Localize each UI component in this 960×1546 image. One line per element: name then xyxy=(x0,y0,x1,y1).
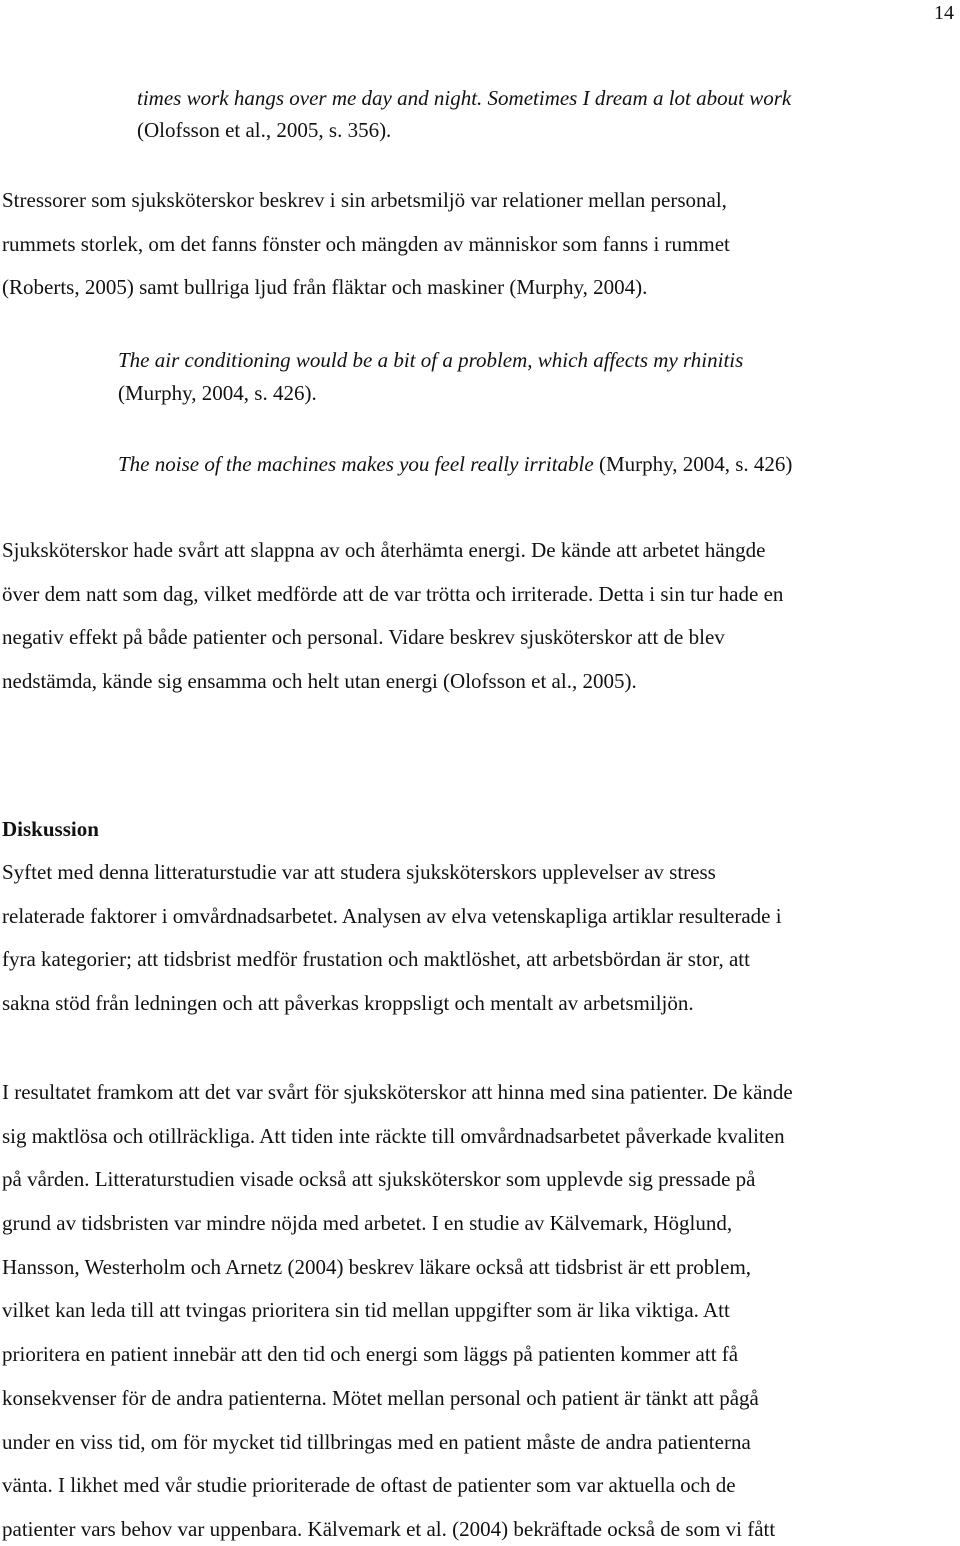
paragraph-line: över dem natt som dag, vilket medförde att de var trötta och irriterade. Detta i sin tur hade en xyxy=(2,582,784,606)
paragraph-line: nedstämda, kände sig ensamma och helt utan energi (Olofsson et al., 2005). xyxy=(2,669,637,693)
paragraph-line: (Roberts, 2005) samt bullriga ljud från fläktar och maskiner (Murphy, 2004). xyxy=(2,275,648,299)
paragraph-line: prioritera en patient innebär att den tid och energi som läggs på patienten kommer att få xyxy=(2,1342,739,1366)
paragraph-line: på vården. Litteraturstudien visade också att sjuksköterskor som upplevde sig pressade på xyxy=(2,1167,756,1191)
paragraph-line: Hansson, Westerholm och Arnetz (2004) beskrev läkare också att tidsbrist är ett problem, xyxy=(2,1255,752,1279)
paragraph-line: fyra kategorier; att tidsbrist medför frustation och maktlöshet, att arbetsbördan är stor, att xyxy=(2,947,750,971)
paragraph-line: sig maktlösa och otillräckliga. Att tiden inte räckte till omvårdnadsarbetet påverkade kvaliten xyxy=(2,1124,785,1148)
paragraph-line: relaterade faktorer i omvårdnadsarbetet. Analysen av elva vetenskapliga artiklar resulterade i xyxy=(2,904,782,928)
paragraph-line: I resultatet framkom att det var svårt för sjuksköterskor att hinna med sina patienter. De kände xyxy=(2,1080,793,1104)
paragraph-line: vänta. I likhet med vår studie prioriterade de oftast de patienter som var aktuella och de xyxy=(2,1473,736,1497)
paragraph-line: vilket kan leda till att tvingas prioritera sin tid mellan uppgifter som är lika viktiga. Att xyxy=(2,1298,730,1322)
paragraph-line: sakna stöd från ledningen och att påverkas kroppsligt och mentalt av arbetsmiljön. xyxy=(2,991,694,1015)
page-number: 14 xyxy=(934,2,954,24)
paragraph-line: grund av tidsbristen var mindre nöjda med arbetet. I en studie av Kälvemark, Höglund, xyxy=(2,1211,733,1235)
paragraph-line: negativ effekt på både patienter och personal. Vidare beskrev sjusköterskor att de blev xyxy=(2,625,725,649)
paragraph-line: Sjuksköterskor hade svårt att slappna av och återhämta energi. De kände att arbetet hängde xyxy=(2,538,766,562)
quote-text: The noise of the machines makes you feel really irritable xyxy=(118,452,594,476)
quote-citation: (Murphy, 2004, s. 426) xyxy=(593,452,793,476)
quote-citation: (Murphy, 2004, s. 426). xyxy=(118,381,317,405)
quote-text: The air conditioning would be a bit of a problem, which affects my rhinitis xyxy=(118,348,744,372)
quote-citation: (Olofsson et al., 2005, s. 356). xyxy=(137,118,392,142)
section-heading: Diskussion xyxy=(2,817,99,841)
paragraph-line: Stressorer som sjuksköterskor beskrev i sin arbetsmiljö var relationer mellan personal, xyxy=(2,188,727,212)
paragraph-line: Syftet med denna litteraturstudie var att studera sjuksköterskors upplevelser av stress xyxy=(2,860,716,884)
paragraph-line: rummets storlek, om det fanns fönster och mängden av människor som fanns i rummet xyxy=(2,232,730,256)
paragraph-line: patienter vars behov var uppenbara. Kälvemark et al. (2004) bekräftade också de som vi fått xyxy=(2,1517,776,1541)
quote-line: times work hangs over me day and night. Sometimes I dream a lot about work xyxy=(137,86,792,110)
paragraph-line: under en viss tid, om för mycket tid tillbringas med en patient måste de andra patienterna xyxy=(2,1430,751,1454)
paragraph-line: konsekvenser för de andra patienterna. Mötet mellan personal och patient är tänkt att pågå xyxy=(2,1386,759,1410)
